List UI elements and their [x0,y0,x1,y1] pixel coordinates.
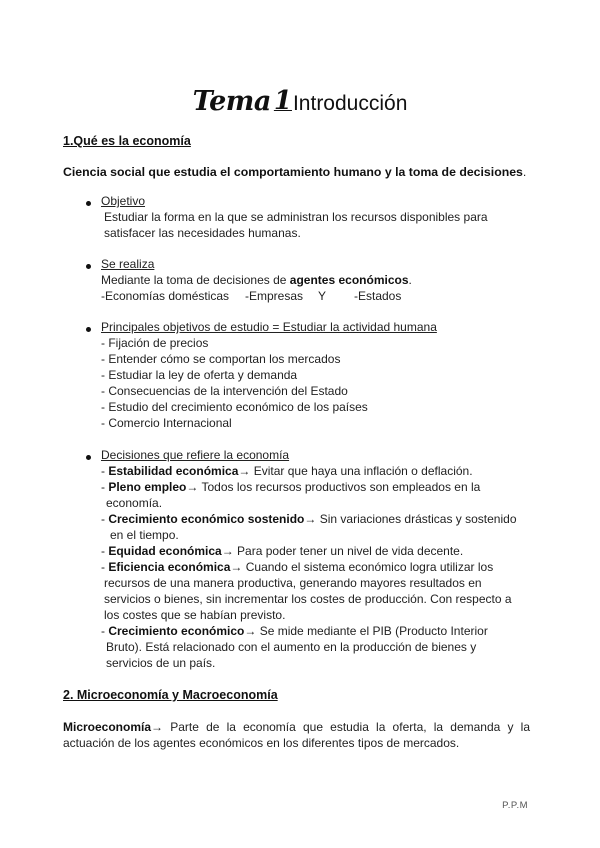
arrow-icon: → [186,480,199,494]
decision-text: Cuando el sistema económico logra utilizar los [242,560,494,574]
decision-crecimiento [101,624,488,638]
dash: - [101,480,109,494]
section-1-heading: 1.Qué es la economía [63,134,191,148]
objetivo-line-1: Estudiar la forma en la que se administran los recursos disponibles para [104,210,488,224]
bullet-decisiones [86,455,91,460]
list-item: - Consecuencias de la intervención del Estado [101,384,348,398]
decision-term: Eficiencia económica [108,560,231,574]
decision-continuation: economía. [106,496,163,510]
decision-text: Sin variaciones drásticas y sostenido [316,512,517,526]
title-number: 1 [273,86,292,116]
definition-line [63,165,526,179]
dash: - [101,560,109,574]
definition-text: Ciencia social que estudia el comportamiento humano y la toma de decisiones [63,165,523,179]
arrow-icon: → [304,512,317,526]
list-item: - Estudiar la ley de oferta y demanda [101,368,298,382]
bullet-se-realiza [86,264,91,269]
decision-crecimiento-sostenido [101,512,517,526]
micro-paragraph-line-2: actuación de los agentes económicos en los diferentes tipos de mercados. [63,736,460,750]
se-realiza-intro-end: . [408,273,412,287]
decision-term: Crecimiento económico sostenido [108,512,305,526]
arrow-icon: → [230,560,243,574]
decision-term: Pleno empleo [108,480,187,494]
dash: - [101,512,109,526]
list-item: - Estudio del crecimiento económico de los países [101,400,368,414]
decision-text: Se mide mediante el PIB (Producto Interior [256,624,488,638]
arrow-icon: → [151,720,164,734]
decision-term: Equidad económica [108,544,222,558]
page-title [0,86,600,117]
section-2-heading: 2. Microeconomía y Macroeconomía [63,688,278,702]
footer-initials: P.P.M [502,800,528,811]
micro-term: Microeconomía [63,720,152,734]
dash: - [101,464,109,478]
agent-y: Y [318,289,327,303]
objetivo-label: Objetivo [101,194,146,208]
se-realiza-intro [101,273,412,287]
decision-eficiencia [101,560,493,574]
title-text: Introducción [292,92,408,115]
list-item: - Fijación de precios [101,336,209,350]
decision-term: Crecimiento económico [108,624,245,638]
micro-text: Parte de la economía que estudia la oferta, la demanda y la [163,720,530,734]
decision-text: Todos los recursos productivos son empleados en la [198,480,481,494]
se-realiza-label: Se realiza [101,257,155,271]
bullet-objetivo [86,201,91,206]
decision-text: Evitar que haya una inflación o deflación. [250,464,473,478]
list-item: - Comercio Internacional [101,416,232,430]
decision-text: Para poder tener un nivel de vida decente. [233,544,464,558]
arrow-icon: → [221,544,234,558]
decision-equidad [101,544,463,558]
objetivo-line-2: satisfacer las necesidades humanas. [104,226,301,240]
agentes-economicos-term: agentes económicos [289,273,409,287]
micro-paragraph-line-1 [63,719,530,736]
bullet-objetivos-estudio [86,327,91,332]
agent-empresas: -Empresas [245,289,304,303]
definition-end: . [522,165,527,179]
decisiones-label: Decisiones que refiere la economía [101,448,290,462]
decision-continuation: en el tiempo. [110,528,179,542]
list-item: - Entender cómo se comportan los mercados [101,352,341,366]
decision-continuation: servicios de un país. [106,656,216,670]
arrow-icon: → [244,624,257,638]
title-word: Tema [192,86,271,117]
objetivos-estudio-label: Principales objetivos de estudio = Estudiar la actividad humana [101,320,437,334]
decision-term: Estabilidad económica [108,464,239,478]
decision-pleno-empleo [101,480,480,494]
dash: - [101,624,109,638]
decision-continuation: los costes que se habían previsto. [104,608,286,622]
decision-continuation: servicios o bienes, sin incrementar los costes de producción. Con respecto a [104,592,512,606]
decision-estabilidad [101,464,473,478]
agent-economias: -Economías domésticas [101,289,230,303]
decision-continuation: Bruto). Está relacionado con el aumento en la producción de bienes y [106,640,477,654]
arrow-icon: → [238,464,251,478]
dash: - [101,544,109,558]
se-realiza-intro-text: Mediante la toma de decisiones de [101,273,290,287]
decision-continuation: recursos de una manera productiva, generando mayores resultados en [104,576,482,590]
agent-estados: -Estados [354,289,402,303]
